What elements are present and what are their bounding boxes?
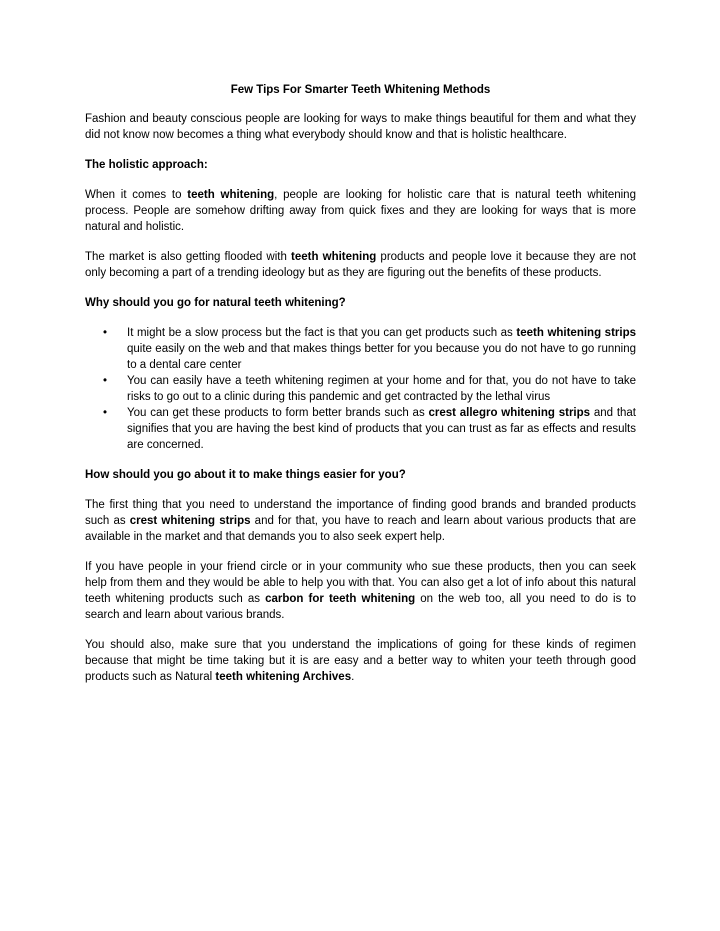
text-run: When it comes to [85, 189, 188, 201]
list-item [85, 373, 636, 405]
section-heading-how: How should you go about it to make things easier for you? [85, 469, 406, 481]
keyword-carbon-teeth-whitening: carbon for teeth whitening [265, 593, 416, 605]
keyword-teeth-whitening: teeth whitening [291, 251, 377, 263]
how-paragraph-3 [85, 637, 636, 685]
text-run: The market is also getting flooded with [85, 251, 292, 263]
keyword-link-teeth-whitening: teeth whitening [187, 189, 275, 201]
section-heading-holistic: The holistic approach: [85, 159, 208, 171]
benefits-list [85, 325, 636, 453]
text-run: It might be a slow process but the fact is that you can get products such as [127, 327, 517, 339]
keyword-crest-allegro: crest allegro whitening strips [428, 407, 591, 419]
how-paragraph-1 [85, 497, 636, 545]
text-run: If you have people in your friend circle or in your community who sue these products, then you can seek help from them and they would be able to help you with that. You can also get a lot of info about this natural teeth whitening products such as [85, 561, 636, 605]
list-item [85, 325, 636, 373]
text-run: , people are looking for holistic care that is natural teeth whitening process. People are somehow drifting away from quick fixes and they are looking for ways that is more natural and holistic. [85, 189, 636, 233]
section-heading-why: Why should you go for natural teeth whitening? [85, 297, 346, 309]
text-run: The first thing that you need to understand the importance of finding good brands and branded products such as [85, 499, 636, 527]
list-item [85, 405, 636, 453]
text-run: You can easily have a teeth whitening regimen at your home and for that, you do not have to take risks to go out to a clinic during this pandemic and get contracted by the lethal virus [127, 375, 636, 403]
text-run: and for that, you have to reach and learn about various products that are available in the market and that demands you to also seek expert help. [85, 515, 637, 543]
keyword-crest-whitening-strips: crest whitening strips [129, 515, 251, 527]
text-run: quite easily on the web and that makes things better for you because you do not have to go running to a dental care center [127, 343, 636, 371]
keyword-teeth-whitening-archives: teeth whitening Archives [215, 671, 352, 683]
document-title: Few Tips For Smarter Teeth Whitening Methods [230, 84, 491, 96]
bullet-icon: • [103, 407, 108, 419]
holistic-paragraph-2 [85, 249, 636, 281]
text-run: You should also, make sure that you understand the implications of going for these kinds of regimen because that might be time taking but it is are easy and a better way to whiten your teeth through good products such as Natural [85, 639, 636, 683]
how-paragraph-2 [85, 559, 636, 623]
keyword-teeth-whitening-strips: teeth whitening strips [516, 327, 636, 339]
text-run: products and people love it because they are not only becoming a part of a trending ideology but as they are figuring out the benefits of these products. [85, 251, 636, 279]
text-run: You can get these products to form better brands such as [127, 407, 429, 419]
bullet-icon: • [103, 327, 108, 339]
bullet-icon: • [103, 375, 108, 387]
document-page [85, 82, 636, 699]
text-run: and that signifies that you are having the best kind of products that you can trust as far as effects and results are concerned. [127, 407, 636, 451]
text-run: on the web too, all you need to do is to search and learn about various brands. [85, 593, 636, 621]
holistic-paragraph-1 [85, 187, 636, 235]
text-run: . [351, 671, 355, 683]
intro-paragraph: Fashion and beauty conscious people are looking for ways to make things beautiful for them and what they did not know now becomes a thing what everybody should know and that is holistic healthcare. [85, 113, 636, 141]
